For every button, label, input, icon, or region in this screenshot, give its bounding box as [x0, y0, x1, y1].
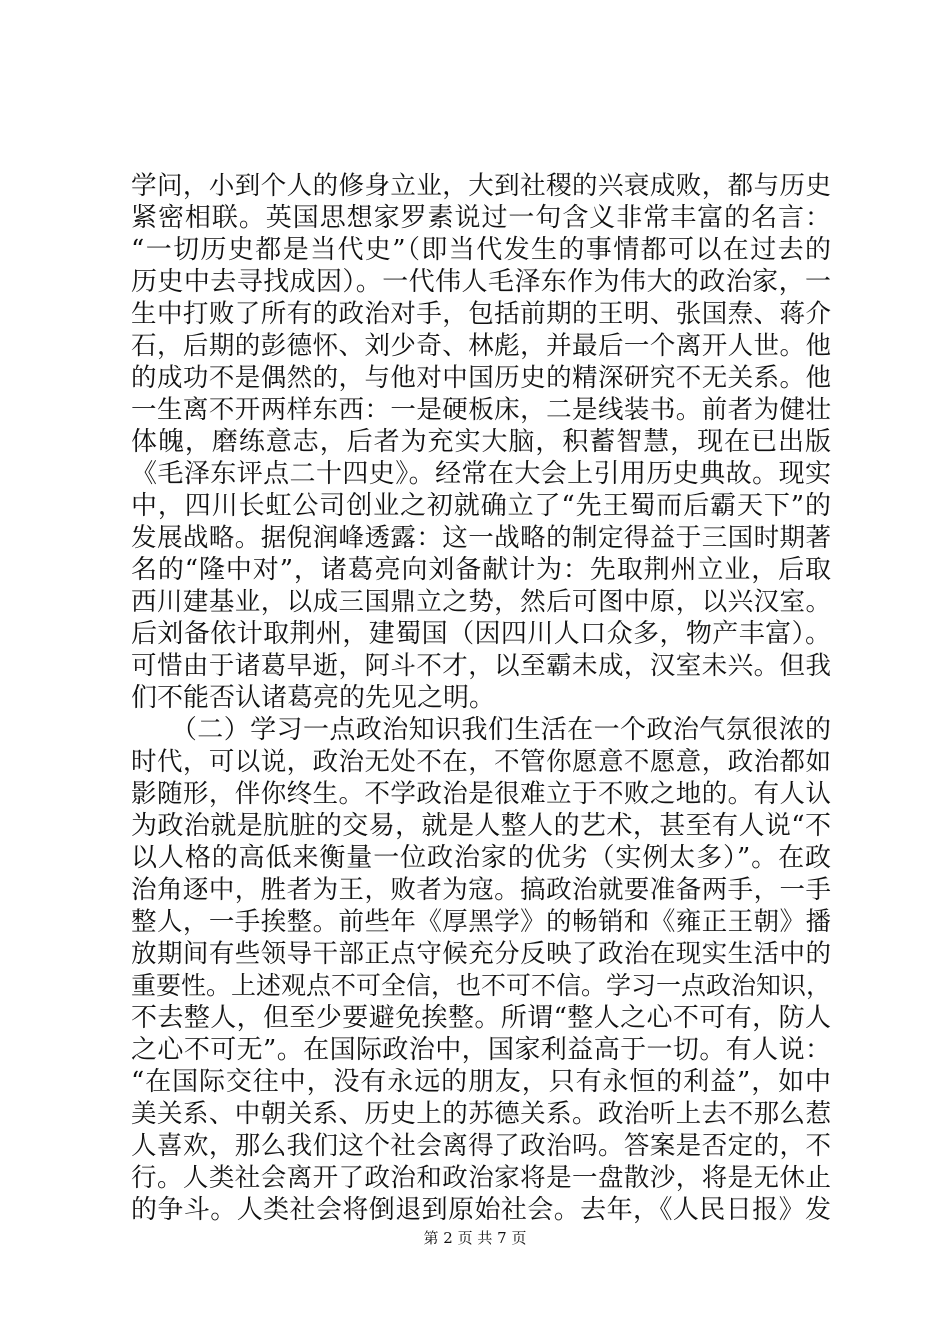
text-line: 治角逐中，胜者为王，败者为寇。搞政治就要准备两手，一手: [131, 875, 831, 905]
text-line: 中，四川长虹公司创业之初就确立了“先王蜀而后霸天下”的: [131, 491, 831, 521]
text-line: 历史中去寻找成因）。一代伟人毛泽东作为伟大的政治家，一: [131, 267, 831, 297]
text-line: 为政治就是肮脏的交易，就是人整人的艺术，甚至有人说“不: [131, 811, 831, 841]
text-line: 放期间有些领导干部正点守候充分反映了政治在现实生活中的: [131, 939, 831, 969]
text-line: 的成功不是偶然的，与他对中国历史的精深研究不无关系。他: [131, 363, 831, 393]
text-line: “在国际交往中，没有永远的朋友，只有永恒的利益”，如中: [131, 1067, 831, 1097]
text-line: 影随形，伴你终生。不学政治是很难立于不败之地的。有人认: [131, 779, 831, 809]
text-line: 们不能否认诸葛亮的先见之明。: [131, 683, 496, 713]
text-line: 生中打败了所有的政治对手，包括前期的王明、张国焘、蒋介: [131, 299, 831, 329]
text-line: 以人格的高低来衡量一位政治家的优劣（实例太多）”。在政: [131, 843, 831, 873]
text-line: 之心不可无”。在国际政治中，国家利益高于一切。有人说：: [131, 1035, 831, 1065]
text-line: 石，后期的彭德怀、刘少奇、林彪，并最后一个离开人世。他: [131, 331, 831, 361]
text-line: 名的“隆中对”，诸葛亮向刘备献计为：先取荆州立业，后取: [131, 555, 831, 585]
page-number-label: 第 2 页 共 7 页: [423, 1229, 527, 1247]
text-line: 学问，小到个人的修身立业，大到社稷的兴衰成败，都与历史: [131, 171, 831, 201]
text-line: 美关系、中朝关系、历史上的苏德关系。政治听上去不那么惹: [131, 1099, 831, 1129]
text-line: 时代，可以说，政治无处不在，不管你愿意不愿意，政治都如: [131, 747, 831, 777]
text-line: 行。人类社会离开了政治和政治家将是一盘散沙，将是无休止: [131, 1163, 831, 1193]
text-line: 的争斗。人类社会将倒退到原始社会。去年，《人民日报》发: [131, 1195, 831, 1225]
text-line: 西川建基业，以成三国鼎立之势，然后可图中原，以兴汉室。: [131, 587, 831, 617]
text-line: 体魄，磨练意志，后者为充实大脑，积蓄智慧，现在已出版: [131, 427, 831, 457]
text-line: 发展战略。据倪润峰透露：这一战略的制定得益于三国时期著: [131, 523, 831, 553]
text-line: 紧密相联。英国思想家罗素说过一句含义非常丰富的名言：: [131, 203, 831, 233]
text-line: 整人，一手挨整。前些年《厚黑学》的畅销和《雍正王朝》播: [131, 907, 831, 937]
page-footer: [0, 1228, 950, 1248]
text-line: 重要性。上述观点不可全信，也不可不信。学习一点政治知识，: [131, 971, 832, 1000]
text-line: 后刘备依计取荆州，建蜀国（因四川人口众多，物产丰富）。: [131, 619, 831, 649]
text-line: 《毛泽东评点二十四史》。经常在大会上引用历史典故。现实: [131, 459, 831, 489]
text-line: “一切历史都是当代史”（即当代发生的事情都可以在过去的: [131, 235, 831, 265]
text-line: 一生离不开两样东西：一是硬板床，二是线装书。前者为健壮: [131, 395, 831, 425]
section-heading-line: （二）学习一点政治知识我们生活在一个政治气氛很浓的: [131, 715, 831, 745]
text-line: 不去整人，但至少要避免挨整。所谓“整人之心不可有，防人: [131, 1003, 831, 1033]
text-line: 可惜由于诸葛早逝，阿斗不才，以至霸未成，汉室未兴。但我: [131, 651, 831, 681]
document-body: [131, 170, 831, 1226]
text-line: 人喜欢，那么我们这个社会离得了政治吗。答案是否定的，不: [131, 1131, 831, 1161]
